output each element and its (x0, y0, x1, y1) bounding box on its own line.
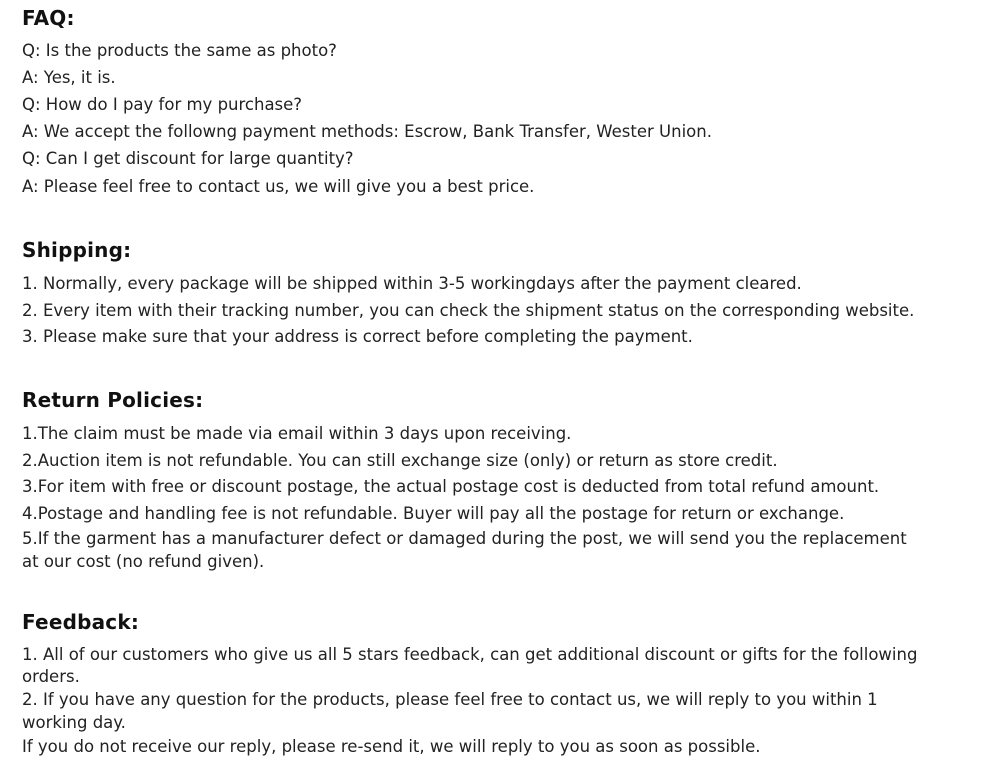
faq-line: A: Yes, it is. (22, 68, 116, 87)
return-policy-line: 3.For item with free or discount postage, the actual postage cost is deducted from total refund amount. (22, 477, 880, 496)
return-policy-line: 4.Postage and handling fee is not refundable. Buyer will pay all the postage for return or exchange. (22, 504, 845, 523)
return-policy-line: 2.Auction item is not refundable. You can still exchange size (only) or return as store credit. (22, 451, 778, 470)
return-policy-line: at our cost (no refund given). (22, 552, 265, 571)
feedback-line: 1. All of our customers who give us all 5 stars feedback, can get additional discount or gifts for the following (22, 645, 918, 664)
feedback-heading: Feedback: (22, 610, 140, 634)
feedback-line: orders. (22, 667, 80, 686)
faq-line: Q: Is the products the same as photo? (22, 41, 337, 60)
faq-line: Q: How do I pay for my purchase? (22, 95, 303, 114)
shipping-heading: Shipping: (22, 238, 132, 262)
return-policies-heading: Return Policies: (22, 388, 204, 412)
return-policy-line: 5.If the garment has a manufacturer defect or damaged during the post, we will send you the replacement (22, 529, 907, 548)
shipping-line: 1. Normally, every package will be shipped within 3-5 workingdays after the payment cleared. (22, 274, 802, 293)
feedback-line: 2. If you have any question for the products, please feel free to contact us, we will reply to you within 1 (22, 690, 878, 709)
faq-line: Q: Can I get discount for large quantity? (22, 149, 354, 168)
faq-line: A: We accept the followng payment methods: Escrow, Bank Transfer, Wester Union. (22, 122, 712, 141)
faq-line: A: Please feel free to contact us, we will give you a best price. (22, 177, 535, 196)
shipping-line: 2. Every item with their tracking number, you can check the shipment status on the corresponding website. (22, 301, 915, 320)
return-policy-line: 1.The claim must be made via email within 3 days upon receiving. (22, 424, 572, 443)
feedback-line: If you do not receive our reply, please re-send it, we will reply to you as soon as possible. (22, 737, 761, 756)
feedback-line: working day. (22, 713, 126, 732)
faq-heading: FAQ: (22, 6, 75, 30)
shipping-line: 3. Please make sure that your address is correct before completing the payment. (22, 327, 693, 346)
